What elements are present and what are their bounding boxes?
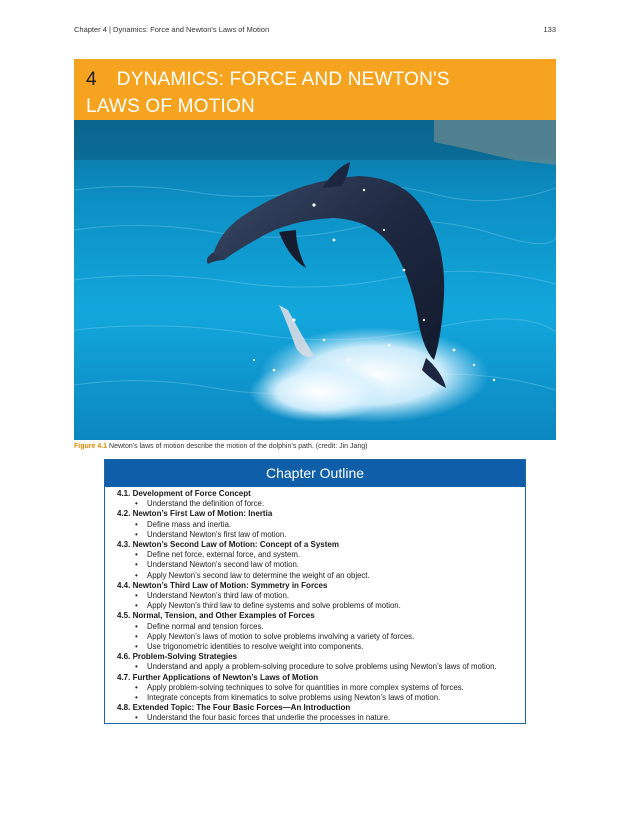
running-title: Chapter 4 | Dynamics: Force and Newton's Laws of Motion xyxy=(74,25,270,34)
outline-section xyxy=(117,673,525,704)
figure-label: Figure 4.1 xyxy=(74,443,108,450)
objective-item: • Understand Newton’s first law of motion. xyxy=(135,530,525,540)
objective-item: • Define mass and inertia. xyxy=(135,520,525,530)
chapter-title-line1: DYNAMICS: FORCE AND NEWTON'S xyxy=(116,69,450,90)
dolphin-photo xyxy=(74,120,556,440)
section-link-4-7[interactable]: 4.7. Further Applications of Newton’s Laws of Motion xyxy=(117,672,319,682)
page-number: 133 xyxy=(543,25,556,34)
chapter-outline-box xyxy=(104,459,526,724)
objective-item: • Use trigonometric identities to resolve weight into components. xyxy=(135,642,525,652)
running-header xyxy=(74,25,556,34)
outline-section xyxy=(117,581,525,612)
outline-section xyxy=(117,489,525,509)
section-link-4-4[interactable]: 4.4. Newton’s Third Law of Motion: Symmetry in Forces xyxy=(117,580,328,590)
section-link-4-8[interactable]: 4.8. Extended Topic: The Four Basic Forces—An Introduction xyxy=(117,703,351,713)
chapter-title-line2: LAWS OF MOTION xyxy=(86,96,255,117)
outline-section xyxy=(117,509,525,540)
section-link-4-6[interactable]: 4.6. Problem-Solving Strategies xyxy=(117,652,238,662)
figure-caption xyxy=(74,443,368,450)
objective-item: • Understand Newton’s second law of motion. xyxy=(135,560,525,570)
chapter-number: 4 xyxy=(86,69,97,90)
section-link-4-1[interactable]: 4.1. Development of Force Concept xyxy=(117,489,251,498)
objective-item: • Understand the four basic forces that underlie the processes in nature. xyxy=(135,713,525,723)
objective-item: • Understand and apply a problem-solving procedure to solve problems using Newton’s laws of motion. xyxy=(135,662,525,672)
section-link-4-3[interactable]: 4.3. Newton’s Second Law of Motion: Concept of a System xyxy=(117,540,339,550)
chapter-outline-heading: Chapter Outline xyxy=(105,460,525,487)
objective-item: • Define net force, external force, and system. xyxy=(135,550,525,560)
objective-item: • Integrate concepts from kinematics to solve problems using Newton’s laws of motion. xyxy=(135,693,525,703)
outline-section-list xyxy=(105,487,525,724)
objective-item: • Apply Newton’s second law to determine the weight of an object. xyxy=(135,571,525,581)
section-link-4-2[interactable]: 4.2. Newton’s First Law of Motion: Inertia xyxy=(117,509,273,519)
figure-caption-text: Newton’s laws of motion describe the motion of the dolphin’s path. (credit: Jin Jang) xyxy=(107,443,368,450)
objective-item: • Apply Newton’s third law to define systems and solve problems of motion. xyxy=(135,601,525,611)
objective-item: • Define normal and tension forces. xyxy=(135,622,525,632)
outline-section xyxy=(117,703,525,723)
objective-item: • Apply Newton’s laws of motion to solve problems involving a variety of forces. xyxy=(135,632,525,642)
section-link-4-5[interactable]: 4.5. Normal, Tension, and Other Examples of Forces xyxy=(117,611,315,621)
objective-item: • Understand Newton’s third law of motion. xyxy=(135,591,525,601)
chapter-title-banner xyxy=(74,59,556,120)
outline-section xyxy=(117,540,525,581)
objective-item: • Understand the definition of force. xyxy=(135,499,525,509)
outline-section xyxy=(117,611,525,652)
outline-section xyxy=(117,652,525,672)
objective-item: • Apply problem-solving techniques to solve for quantities in more complex systems of forces. xyxy=(135,683,525,693)
